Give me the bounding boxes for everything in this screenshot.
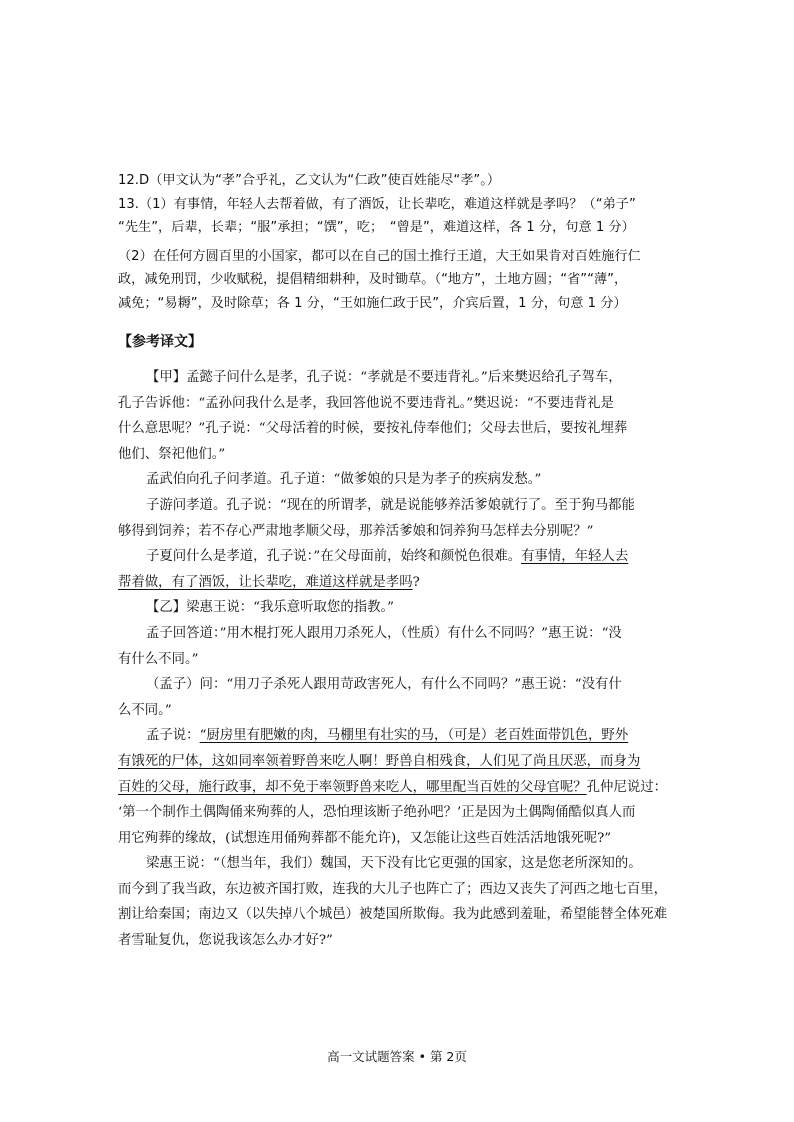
translation-line: 孔子告诉他：“孟孙问我什么是孝，我回答他说不要违背礼。”樊迟说：“不要违背礼是	[118, 395, 614, 411]
translation-line: 【甲】孟懿子问什么是孝，孔子说：“孝就是不要违背礼。”后来樊迟给孔子驾车，	[146, 370, 622, 385]
answer-13-1-line: “先生”，后辈，长辈；“服”承担；“馔”，吃； “曾是”，难道这样，各 1 分，句意 1 分）	[118, 220, 635, 235]
translation-line	[118, 775, 688, 801]
translation-line: 孟武伯向孔子问孝道。孔子道：“做爹娘的只是为孝子的疾病发愁。”	[146, 472, 542, 488]
translation-text: 子夏问什么是孝道，孔子说：”在父母面前，始终和颜悦色很难。	[146, 549, 522, 565]
answer-12: 12.D（甲文认为“孝”合乎礼，乙文认为“仁政”使百姓能尽“孝”。）	[118, 173, 501, 188]
answer-13-2-line: （2）在任何方圆百里的小国家，都可以在自己的国土推行王道，大王如果肯对百姓施行仁	[118, 248, 641, 264]
translation-line: 他们、祭祀他们。”	[118, 446, 226, 462]
section-heading: 【参考译文】	[118, 334, 202, 350]
translation-line: 用它殉葬的缘故，(试想连用俑殉葬都不能允许)，又怎能让这些百姓活活地饿死呢?”	[118, 830, 612, 846]
translation-line: 孟子回答道：”用木棍打死人跟用刀杀死人，（性质）有什么不同吗？”惠王说：“没	[146, 625, 622, 641]
translation-line: ‘第一个制作土偶陶俑来殉葬的人，恐怕理该断子绝孙吧？’正是因为土偶陶俑酷似真人而	[118, 805, 636, 821]
translation-line: 有什么不同。”	[118, 651, 199, 667]
answer-13-2-line: 政，减免刑罚，少收赋税，提倡精细耕种，及时锄草。（“地方”，土地方圆；“省”“薄”，	[118, 272, 628, 287]
answer-13-2-line: 减免；“易耨”，及时除草；各 1 分，“王如施仁政于民”，介宾后置，1 分，句意 1 分）	[118, 295, 627, 311]
translation-line: 子游问孝道。孔子说：“现在的所谓孝，就是说能够养活爹娘就行了。至于狗马都能	[146, 497, 635, 513]
page-footer: 高一文试题答案 • 第 2页	[327, 1049, 467, 1064]
underlined-text: 帮着做，有了酒饭，让长辈吃，难道这样就是孝吗	[118, 574, 413, 590]
underlined-text: 有饿死的尸体，这如同率领着野兽来吃人啊！野兽自相残食，人们见了尚且厌恶，而身为	[118, 753, 641, 769]
translation-line	[118, 723, 688, 749]
underlined-text: 有事情，年轻人去	[521, 549, 629, 565]
translation-line	[118, 749, 688, 775]
answers-section	[118, 169, 688, 315]
translation-section	[118, 365, 688, 954]
translation-line: 者雪耻复仇，您说我该怎么办才好?”	[118, 933, 333, 949]
translation-line: 么不同。”	[118, 702, 172, 718]
translation-line: 割让给秦国；南边又（以失掉八个城邑）被楚国所欺侮。我为此感到羞耻，希望能替全体死难	[118, 907, 668, 923]
translation-line	[118, 544, 688, 570]
translation-line: 【乙】梁惠王说：“我乐意听取您的指教。”	[146, 600, 395, 616]
translation-line	[118, 570, 688, 596]
translation-text: ?	[412, 574, 420, 590]
underlined-text: “厨房里有肥嫩的肉，马棚里有壮实的马，（可是）老百姓面带饥色，野外	[199, 728, 629, 744]
translation-text: 孟子说：	[146, 728, 200, 744]
underlined-text: 百姓的父母，施行政事，却不免于率领野兽来吃人，哪里配当百姓的父母官呢？	[118, 779, 587, 795]
translation-text: 孔仲尼说过：	[586, 779, 668, 795]
translation-line: 梁惠王说：“（想当年，我们）魏国，天下没有比它更强的国家，这是您老所深知的。	[146, 856, 642, 872]
translation-line: （孟子）问：“用刀子杀死人跟用苛政害死人，有什么不同吗？”惠王说：“没有什	[146, 677, 622, 693]
translation-line: 够得到饲养；若不存心严肃地孝顺父母，那养活爹娘和饲养狗马怎样去分别呢？”	[118, 523, 594, 539]
translation-line: 而今到了我当政，东边被齐国打败，连我的大儿子也阵亡了；西边又丧失了河西之地七百里，	[118, 881, 668, 897]
translation-line: 什么意思呢？”孔子说：“父母活着的时候，要按礼侍奉他们；父母去世后，要按礼埋葬	[118, 421, 628, 437]
answer-13-1-line: 13.（1）有事情，年轻人去帮着做，有了酒饭，让长辈吃，难道这样就是孝吗？（“弟子”	[118, 196, 636, 212]
